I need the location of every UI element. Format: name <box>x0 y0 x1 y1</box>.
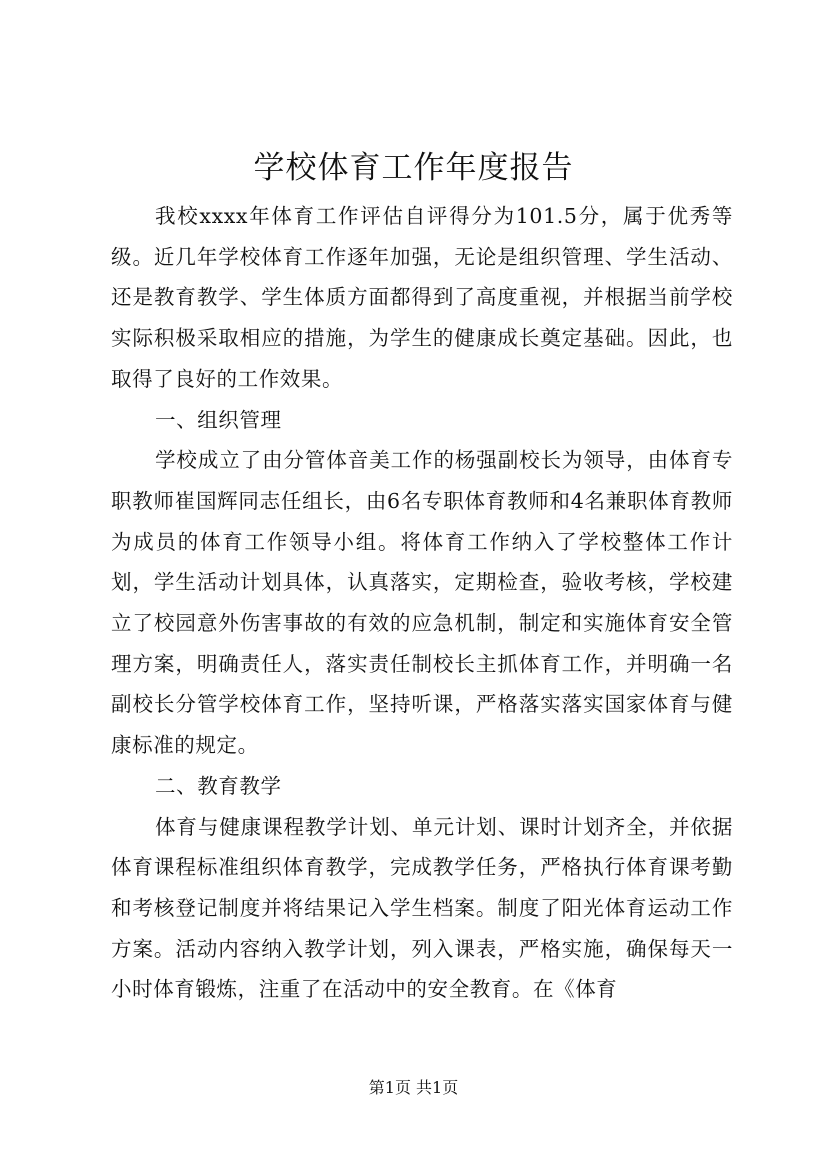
section-heading-organization: 一、组织管理 <box>155 407 282 432</box>
intro-paragraph: 我校xxxx年体育工作评估自评得分为101.5分，属于优秀等级。近几年学校体育工作逐年加强，无论是组织管理、学生活动、还是教育教学、学生体质方面都得到了高度重视，并根据当前学校实际积极采取相应的措施，为学生的健康成长奠定基础。因此，也取得了良好的工作效果。 <box>111 204 733 391</box>
section-heading-teaching: 二、教育教学 <box>155 773 282 798</box>
teaching-paragraph: 体育与健康课程教学计划、单元计划、课时计划齐全，并依据体育课程标准组织体育教学，完成教学任务，严格执行体育课考勤和考核登记制度并将结果记入学生档案。制度了阳光体育运动工作方案。活动内容纳入教学计划，列入课表，严格实施，确保每天一小时体育锻炼，注重了在活动中的安全教育。在《体育 <box>111 814 733 1002</box>
document-body <box>111 196 733 1010</box>
organization-paragraph: 学校成立了由分管体音美工作的杨强副校长为领导，由体育专职教师崔国辉同志任组长，由6名专职体育教师和4名兼职体育教师为成员的体育工作领导小组。将体育工作纳入了学校整体工作计划，学生活动计划具体，认真落实，定期检查，验收考核，学校建立了校园意外伤害事故的有效的应急机制，制定和实施体育安全管理方案，明确责任人，落实责任制校长主抓体育工作，并明确一名副校长分管学校体育工作，坚持听课，严格落实落实国家体育与健康标准的规定。 <box>111 448 733 758</box>
page-footer: 第1页 共1页 <box>368 1078 459 1097</box>
document-title: 学校体育工作年度报告 <box>253 150 574 186</box>
